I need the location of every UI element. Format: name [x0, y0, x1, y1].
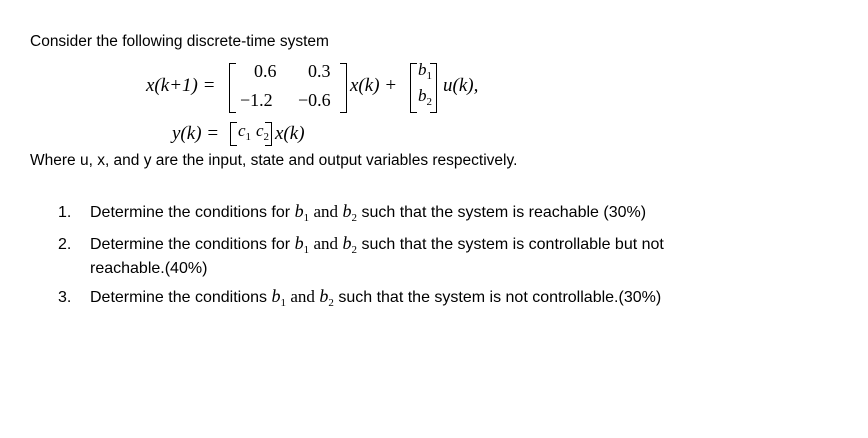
matrix-a-22: −0.6 [298, 90, 331, 110]
state-lhs: x(k+1) = [146, 75, 216, 96]
matrix-a-right-bracket [340, 63, 347, 113]
question-2: 2. Determine the conditions for $b_1$ and $b_2$ such that the system is controllable but not [58, 233, 664, 256]
matrix-a-12: 0.3 [308, 61, 331, 81]
b1-symbol: $b_1$ [418, 60, 432, 82]
variables-note: Where u, x, and y are the input, state and output variables respectively. [30, 152, 518, 169]
c2-symbol: $c_2$ [256, 121, 270, 143]
output-lhs: y(k) = [172, 123, 220, 144]
c1-symbol: $c_1$ [238, 121, 252, 143]
b2-symbol: $b_2$ [319, 286, 334, 309]
intro-text: Consider the following discrete-time system [30, 33, 329, 50]
output-xk: x(k) [275, 123, 305, 144]
question-2-continuation: reachable.(40%) [90, 260, 208, 277]
b2-symbol: $b_2$ [342, 233, 358, 256]
state-uk: u(k), [443, 75, 479, 96]
matrix-a-21: −1.2 [240, 90, 273, 110]
question-3: 3. Determine the conditions $b_1$ and $b_2$ such that the system is not controllable.(30%) [58, 286, 662, 309]
b1-symbol: $b_1$ [294, 201, 310, 224]
b1-symbol: $b_1$ [294, 233, 310, 256]
question-1: 1. Determine the conditions for $b_1$ and $b_2$ such that the system is reachable (30%) [58, 201, 647, 224]
vector-c-left-bracket [230, 122, 237, 146]
b1-symbol: $b_1$ [271, 286, 286, 309]
matrix-a-left-bracket [229, 63, 236, 113]
state-xk: x(k) + [350, 75, 398, 96]
b2-symbol: $b_2$ [342, 201, 358, 224]
matrix-a-11: 0.6 [254, 61, 277, 81]
vector-b-left-bracket [410, 63, 417, 113]
b2-symbol: $b_2$ [418, 86, 432, 108]
